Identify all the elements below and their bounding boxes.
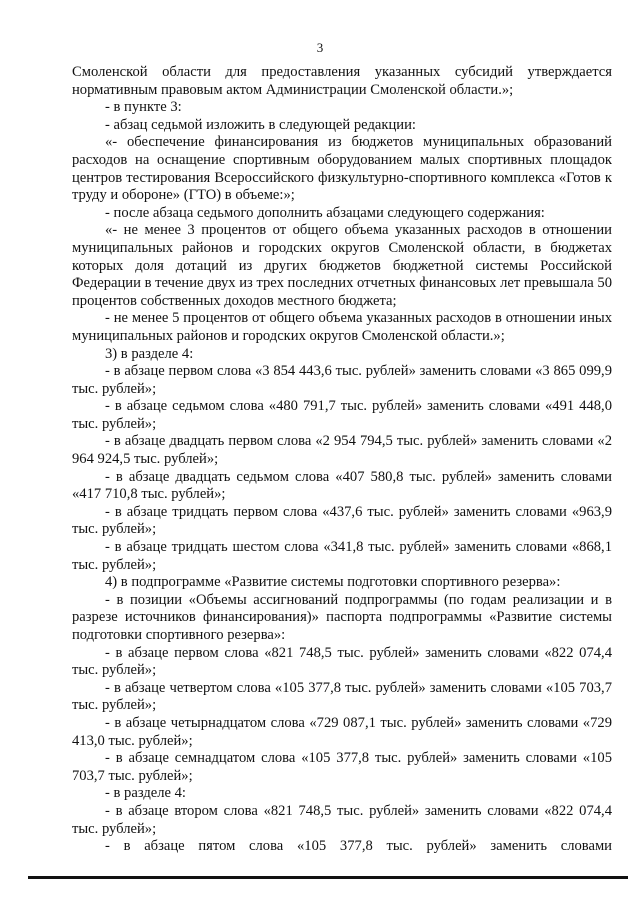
paragraph: - не менее 5 процентов от общего объема указанных расходов в отношении иных муниципальных районов и городских округов Смоленской области.»; xyxy=(72,310,612,344)
paragraph: - в абзаце пятом слова «105 377,8 тыс. рублей» заменить словами xyxy=(105,838,612,855)
paragraph: 4) в подпрограмме «Развитие системы подготовки спортивного резерва»: xyxy=(105,574,561,591)
paragraph: - в абзаце семнадцатом слова «105 377,8 тыс. рублей» заменить словами «105 703,7 тыс. рублей»; xyxy=(72,750,612,784)
paragraph: - в абзаце четырнадцатом слова «729 087,1 тыс. рублей» заменить словами «729 413,0 тыс. рублей»; xyxy=(72,714,612,749)
paragraph: «- не менее 3 процентов от общего объема указанных расходов в отношении муниципальных районов и городских округов Смоленской области, в бюджетах которых доля дотаций из других бюджетов бюджетной системы Российской Федерации в течение двух из трех последних отчетных финансовых лет превышала 50 процентов собственных доходов местного бюджета; xyxy=(72,222,612,309)
paragraph: Смоленской области для предоставления указанных субсидий утверждается нормативным правовым актом Администрации Смоленской области.»; xyxy=(72,64,612,98)
paragraph: - в абзаце втором слова «821 748,5 тыс. рублей» заменить словами «822 074,4 тыс. рублей»; xyxy=(72,802,612,837)
paragraph: - в пункте 3: xyxy=(105,99,182,116)
document-body xyxy=(72,64,612,856)
paragraph: «- обеспечение финансирования из бюджетов муниципальных образований расходов на оснащение спортивным оборудованием малых спортивных площадок центров тестирования Всероссийского физкультурно-спортивного комплекса «Готов к труду и обороне» (ГТО) в объеме:»; xyxy=(72,134,612,204)
paragraph: - в абзаце седьмом слова «480 791,7 тыс. рублей» заменить словами «491 448,0 тыс. рублей»; xyxy=(72,398,612,432)
footer-rule xyxy=(28,876,628,879)
paragraph: - после абзаца седьмого дополнить абзацами следующего содержания: xyxy=(105,204,545,221)
paragraph: - в абзаце тридцать первом слова «437,6 тыс. рублей» заменить словами «963,9 тыс. рублей»; xyxy=(72,503,612,538)
paragraph: - в позиции «Объемы ассигнований подпрограммы (по годам реализации и в разрезе источников финансирования)» паспорта подпрограммы «Развитие системы подготовки спортивного резерва»: xyxy=(72,591,612,643)
paragraph: - в разделе 4: xyxy=(105,785,186,802)
paragraph: 3) в разделе 4: xyxy=(105,345,194,362)
paragraph: - в абзаце тридцать шестом слова «341,8 тыс. рублей» заменить словами «868,1 тыс. рублей»; xyxy=(72,539,612,573)
paragraph: - абзац седьмой изложить в следующей редакции: xyxy=(105,116,416,133)
paragraph: - в абзаце первом слова «821 748,5 тыс. рублей» заменить словами «822 074,4 тыс. рублей»; xyxy=(72,644,612,679)
paragraph: - в абзаце первом слова «3 854 443,6 тыс. рублей» заменить словами «3 865 099,9 тыс. рублей»; xyxy=(72,363,612,397)
page-number: 3 xyxy=(316,40,324,55)
paragraph: - в абзаце четвертом слова «105 377,8 тыс. рублей» заменить словами «105 703,7 тыс. рублей»; xyxy=(72,679,612,714)
paragraph: - в абзаце двадцать седьмом слова «407 580,8 тыс. рублей» заменить словами «417 710,8 тыс. рублей»; xyxy=(72,468,612,503)
paragraph: - в абзаце двадцать первом слова «2 954 794,5 тыс. рублей» заменить словами «2 964 924,5 тыс. рублей»; xyxy=(72,433,612,468)
